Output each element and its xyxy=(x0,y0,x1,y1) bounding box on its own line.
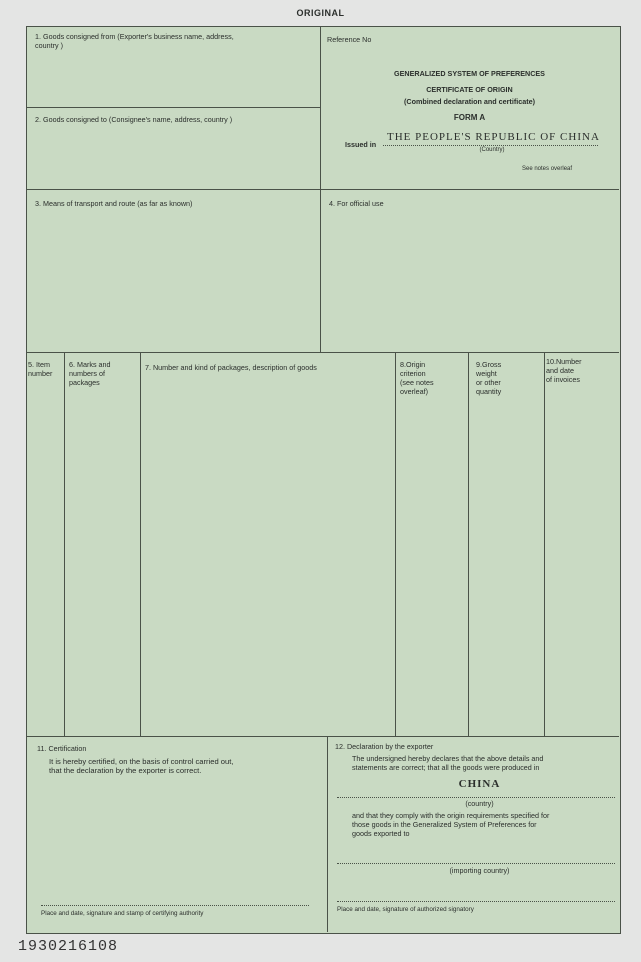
certification-body: It is hereby certified, on the basis of control carried out, that the declaration by the exporter is correct. xyxy=(49,757,234,776)
divider-col8 xyxy=(468,352,469,736)
importing-country-caption: (importing country) xyxy=(449,866,510,875)
reference-label: Reference No xyxy=(327,35,372,44)
issued-in-label: Issued in xyxy=(345,140,377,149)
box4-label: 4. For official use xyxy=(329,199,384,208)
certificate-title: CERTIFICATE OF ORIGIN xyxy=(426,85,513,94)
importing-country-line xyxy=(337,863,615,864)
certificate-subtitle: (Combined declaration and certificate) xyxy=(404,97,535,106)
certification-footer: Place and date, signature and stamp of certifying authority xyxy=(41,910,204,917)
divider-table-top xyxy=(27,352,619,353)
column-invoice-number-date: 10.Number and date of invoices xyxy=(546,357,582,384)
column-gross-weight: 9.Gross weight or other quantity xyxy=(476,360,502,396)
column-item-number: 5. Item number xyxy=(28,360,53,378)
declaration-footer: Place and date, signature of authorized signatory xyxy=(337,906,474,913)
gsp-title: GENERALIZED SYSTEM OF PREFERENCES xyxy=(394,69,545,78)
declaration-title: 12. Declaration by the exporter xyxy=(335,742,434,751)
column-description-goods: 7. Number and kind of packages, description of goods xyxy=(145,363,317,372)
certification-signature-line xyxy=(41,905,309,906)
issued-in-value: THE PEOPLE'S REPUBLIC OF CHINA xyxy=(387,131,600,143)
declaration-country-value: CHINA xyxy=(458,778,501,790)
declaration-body-2: and that they comply with the origin requirements specified for those goods in the Generalized System of Preferences for goods exported to xyxy=(352,811,550,838)
box1-label: 1. Goods consigned from (Exporter's business name, address, country ) xyxy=(35,32,234,50)
divider-box1-box2 xyxy=(27,107,320,108)
declaration-body-1: The undersigned hereby declares that the above details and statements are correct; that all the goods were produced in xyxy=(352,754,544,772)
certificate-form xyxy=(26,26,621,934)
divider-col7 xyxy=(395,352,396,736)
declaration-country-line xyxy=(337,797,615,798)
box2-label: 2. Goods consigned to (Consignee's name, address, country ) xyxy=(35,115,233,124)
form-type: FORM A xyxy=(453,113,486,122)
issued-country-caption: (Country) xyxy=(479,147,505,153)
divider-col6 xyxy=(140,352,141,736)
declaration-country-caption: (country) xyxy=(465,799,494,808)
divider-upper-middle xyxy=(27,189,619,190)
divider-bottom-vertical xyxy=(327,736,328,932)
column-origin-criterion: 8.Origin criterion (see notes overleaf) xyxy=(400,360,434,396)
certification-title: 11. Certification xyxy=(37,744,87,753)
divider-col5 xyxy=(64,352,65,736)
declaration-signature-line xyxy=(337,901,615,902)
column-marks-numbers: 6. Marks and numbers of packages xyxy=(69,360,111,387)
box3-label: 3. Means of transport and route (as far as known) xyxy=(35,199,193,208)
divider-col9 xyxy=(544,352,545,736)
serial-number: 1930216108 xyxy=(18,938,119,955)
divider-table-bottom xyxy=(27,736,619,737)
see-notes-overleaf: See notes overleaf xyxy=(522,166,573,172)
document-header: ORIGINAL xyxy=(296,8,345,18)
issued-in-line xyxy=(383,145,598,146)
